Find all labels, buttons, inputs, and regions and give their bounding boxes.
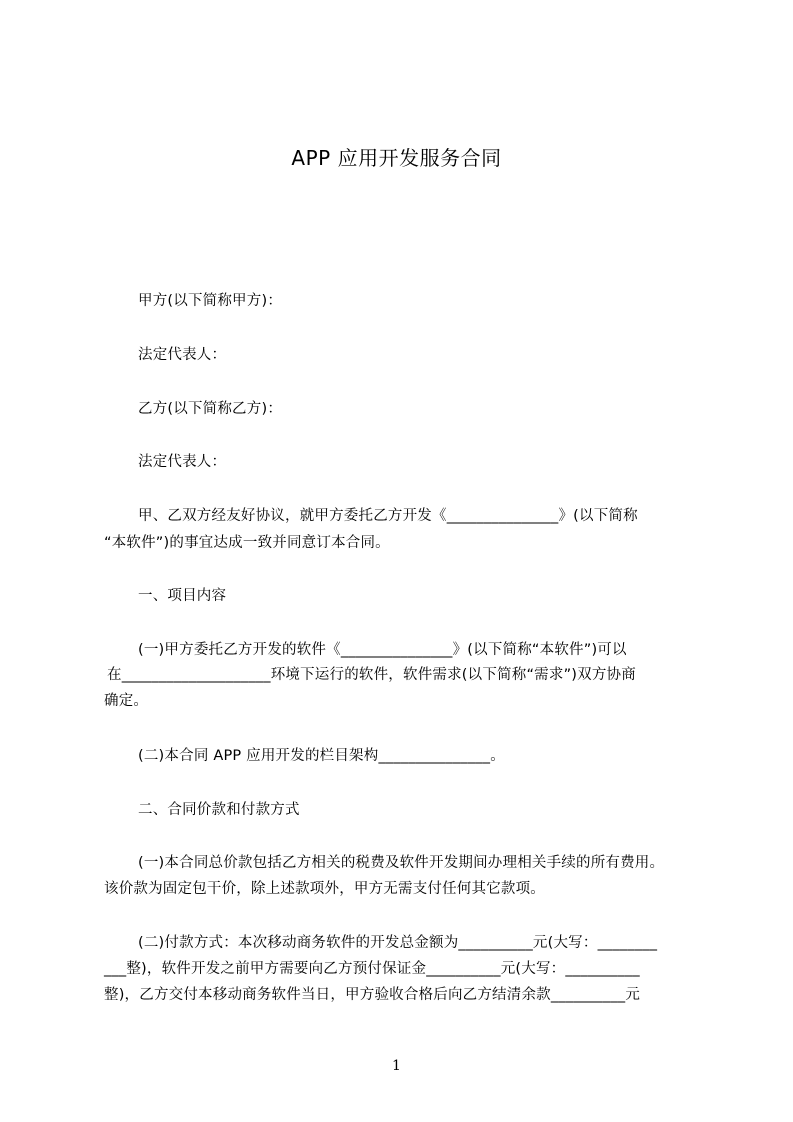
page-number: 1 bbox=[392, 1058, 401, 1074]
section-1-heading: 一、项目内容 bbox=[138, 588, 227, 604]
clause-1-1-line-2: 在____________________环境下运行的软件，软件需求(以下简称“需求”)双方协商 bbox=[107, 667, 636, 683]
clause-2-2-line-1: (二)付款方式：本次移动商务软件的开发总金额为__________元(大写：________ bbox=[138, 935, 658, 951]
party-a-representative-label: 法定代表人： bbox=[138, 347, 227, 363]
intro-paragraph-line-1: 甲、乙双方经友好协议，就甲方委托乙方开发《_______________》(以下简称 bbox=[138, 508, 638, 524]
clause-1-1-line-3: 确定。 bbox=[104, 693, 149, 709]
clause-2-1-line-1: (一)本合同总价款包括乙方相关的税费及软件开发期间办理相关手续的所有费用。 bbox=[138, 855, 665, 871]
clause-1-1-line-1: (一)甲方委托乙方开发的软件《_______________》(以下简称“本软件”)可以 bbox=[138, 642, 627, 658]
clause-1-2: (二)本合同 APP 应用开发的栏目架构_______________。 bbox=[138, 748, 505, 764]
party-b-label: 乙方(以下简称乙方)： bbox=[138, 401, 283, 417]
section-2-heading: 二、合同价款和付款方式 bbox=[138, 802, 300, 818]
party-b-representative-label: 法定代表人： bbox=[138, 454, 227, 470]
clause-2-2-line-3: 整)，乙方交付本移动商务软件当日，甲方验收合格后向乙方结清余款__________元 bbox=[104, 987, 641, 1003]
intro-paragraph-line-2: “本软件”)的事宜达成一致并同意订本合同。 bbox=[104, 535, 390, 551]
clause-2-2-line-2: ___整)，软件开发之前甲方需要向乙方预付保证金__________元(大写：__________ bbox=[104, 961, 640, 977]
document-title: APP 应用开发服务合同 bbox=[291, 146, 502, 170]
party-a-label: 甲方(以下简称甲方)： bbox=[138, 293, 283, 309]
clause-2-1-line-2: 该价款为固定包干价，除上述款项外，甲方无需支付任何其它款项。 bbox=[104, 881, 545, 897]
